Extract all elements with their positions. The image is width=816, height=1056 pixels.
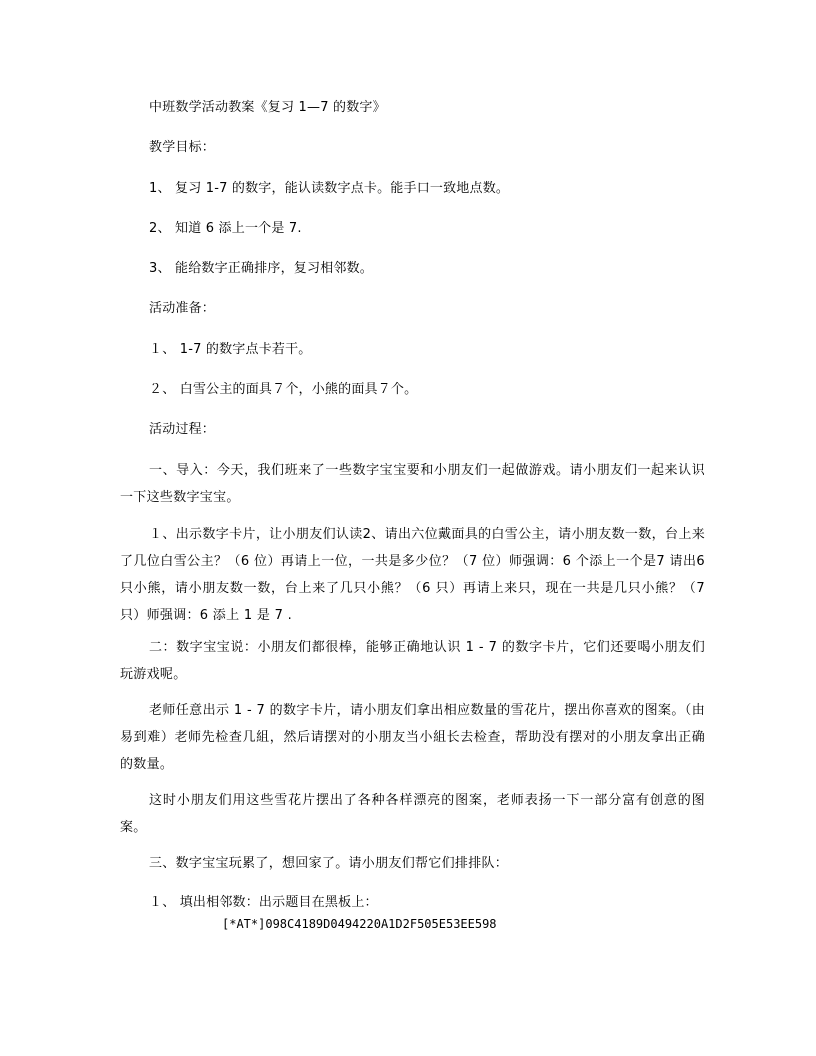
- task-line: １、 填出相邻数：出示题目在黑板上：: [149, 895, 378, 910]
- document-title: 中班数学活动教案《复习 1—7 的数字》: [149, 100, 386, 115]
- process-paragraph: 二：数字宝宝说：小朋友们都很棒，能够正确地认识 1 - 7 的数字卡片，它们还要喝小朋友们玩游戏呢。: [120, 640, 705, 682]
- goal-item: 3、 能给数字正确排序，复习相邻数。: [149, 261, 374, 276]
- goal-item: 1、 复习 1-7 的数字，能认读数字点卡。能手口一致地点数。: [149, 181, 510, 196]
- process-paragraph: 这时小朋友们用这些雪花片摆出了各种各样漂亮的图案，老师表扬一下一部分富有创意的图案。: [120, 793, 705, 835]
- process-paragraph: 老师任意出示 1 - 7 的数字卡片，请小朋友们拿出相应数量的雪花片，摆出你喜欢的图案。（由易到难）老师先检查几組，然后请摆对的小朋友当小組长去检查，帮助没有摆对的小朋友拿出正确的数量。: [120, 703, 705, 772]
- prep-item: １、 1-7 的数字点卡若干。: [149, 342, 312, 357]
- process-paragraph: 一、导入：今天，我们班来了一些数字宝宝要和小朋友们一起做游戏。请小朋友们一起来认识一下这些数字宝宝。: [120, 463, 705, 505]
- artifact-code: [*AT*]098C4189D0494220A1D2F505E53EE598: [222, 917, 497, 931]
- process-paragraph: １、出示数字卡片，让小朋友们认读2、请出六位戴面具的白雪公主，请小朋友数一数，台上来了几位白雪公主？（6 位）再请上一位，一共是多少位？（7 位）师强调：6 个添上一个是7 请出6 只小熊，请小朋友数一数，台上来了几只小熊？（6 只）再请上来只，现在一共是几只小熊？（7 只）师强调：6 添上 1 是 7 .: [120, 527, 705, 623]
- process-paragraph: 三、数字宝宝玩累了，想回家了。请小朋友们帮它们排排队：: [149, 856, 509, 871]
- process-heading: 活动过程：: [149, 422, 216, 437]
- goals-heading: 教学目标：: [149, 140, 216, 155]
- goal-item: 2、 知道 6 添上一个是 7.: [149, 221, 302, 236]
- prep-heading: 活动准备：: [149, 301, 216, 316]
- prep-item: ２、 白雪公主的面具７个，小熊的面具７个。: [149, 382, 418, 397]
